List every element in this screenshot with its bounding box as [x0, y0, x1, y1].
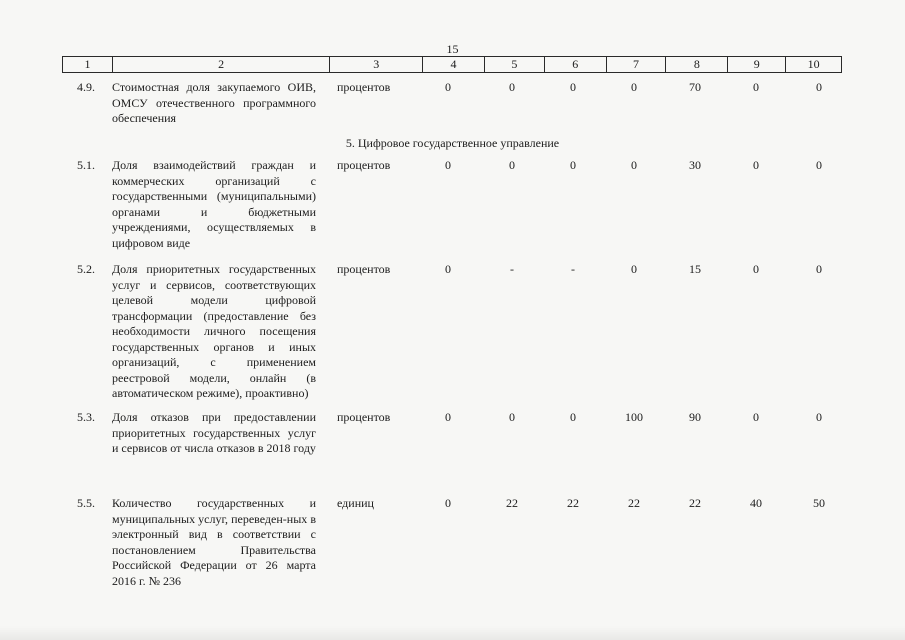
header-col-7: 7	[607, 57, 667, 72]
value-col-10: 50	[813, 496, 825, 510]
value-col-4: 0	[445, 80, 451, 94]
value-col-5: 0	[509, 410, 515, 424]
value-col-7: 0	[631, 262, 637, 276]
value-col-5: 22	[506, 496, 518, 510]
indicator-unit: процентов	[337, 410, 391, 424]
value-col-7: 100	[625, 410, 643, 424]
value-col-10: 0	[816, 262, 822, 276]
value-col-4: 0	[445, 158, 451, 172]
value-col-8: 22	[689, 496, 701, 510]
value-col-9: 0	[753, 80, 759, 94]
value-col-9: 0	[753, 158, 759, 172]
value-col-4: 0	[445, 410, 451, 424]
indicator-unit: процентов	[337, 80, 391, 94]
value-col-7: 0	[631, 158, 637, 172]
header-col-9: 9	[728, 57, 786, 72]
row-number: 5.1.	[77, 158, 95, 172]
value-col-8: 30	[689, 158, 701, 172]
value-col-6: 0	[570, 158, 576, 172]
value-col-5: 0	[509, 80, 515, 94]
value-col-4: 0	[445, 262, 451, 276]
row-number: 4.9.	[77, 80, 95, 94]
indicator-unit: единиц	[337, 496, 374, 510]
value-col-5: -	[510, 262, 514, 276]
value-col-6: 0	[570, 410, 576, 424]
row-number: 5.5.	[77, 496, 95, 510]
value-col-9: 0	[753, 410, 759, 424]
indicator-description: Стоимостная доля закупаемого ОИВ, ОМСУ отечественного программного обеспечения	[112, 80, 316, 125]
header-col-8: 8	[666, 57, 728, 72]
value-col-6: -	[571, 262, 575, 276]
indicator-description: Доля взаимодействий граждан и коммерческих организаций с государственными (муниципальными) органами и бюджетными учреждениями, осуществляемых в цифровом виде	[112, 158, 316, 250]
value-col-9: 0	[753, 262, 759, 276]
value-col-6: 0	[570, 80, 576, 94]
value-col-10: 0	[816, 158, 822, 172]
header-col-4: 4	[423, 57, 485, 72]
value-col-6: 22	[567, 496, 579, 510]
value-col-8: 70	[689, 80, 701, 94]
value-col-9: 40	[750, 496, 762, 510]
scan-edge-shadow	[0, 626, 905, 640]
value-col-8: 90	[689, 410, 701, 424]
indicator-unit: процентов	[337, 262, 391, 276]
value-col-10: 0	[816, 80, 822, 94]
header-col-5: 5	[485, 57, 545, 72]
row-number: 5.3.	[77, 410, 95, 424]
value-col-8: 15	[689, 262, 701, 276]
header-col-2: 2	[113, 57, 330, 72]
header-col-6: 6	[545, 57, 607, 72]
section-title: 5. Цифровое государственное управление	[345, 136, 560, 150]
value-col-7: 22	[628, 496, 640, 510]
header-col-1: 1	[63, 57, 113, 72]
header-col-3: 3	[330, 57, 423, 72]
header-col-10: 10	[807, 57, 820, 71]
table-header-row	[62, 56, 842, 73]
row-number: 5.2.	[77, 262, 95, 276]
value-col-10: 0	[816, 410, 822, 424]
indicator-description: Доля отказов при предоставлении приоритетных государственных услуг и сервисов от числа отказов в 2018 году	[112, 410, 316, 455]
value-col-4: 0	[445, 496, 451, 510]
indicator-description: Доля приоритетных государственных услуг и сервисов, соответствующих целевой модели цифровой трансформации (предоставление без необходимости личного посещения государственных органов и иных организаций, с применением реестровой модели, онлайн (в автоматическом режиме), проактивно)	[112, 262, 316, 400]
page-number: 15	[446, 42, 459, 56]
indicator-unit: процентов	[337, 158, 391, 172]
value-col-7: 0	[631, 80, 637, 94]
indicator-description: Количество государственных и муниципальных услуг, переведен-ных в электронный вид в соответствии с постановлением Правительства Российской Федерации от 26 марта 2016 г. № 236	[112, 496, 316, 588]
value-col-5: 0	[509, 158, 515, 172]
